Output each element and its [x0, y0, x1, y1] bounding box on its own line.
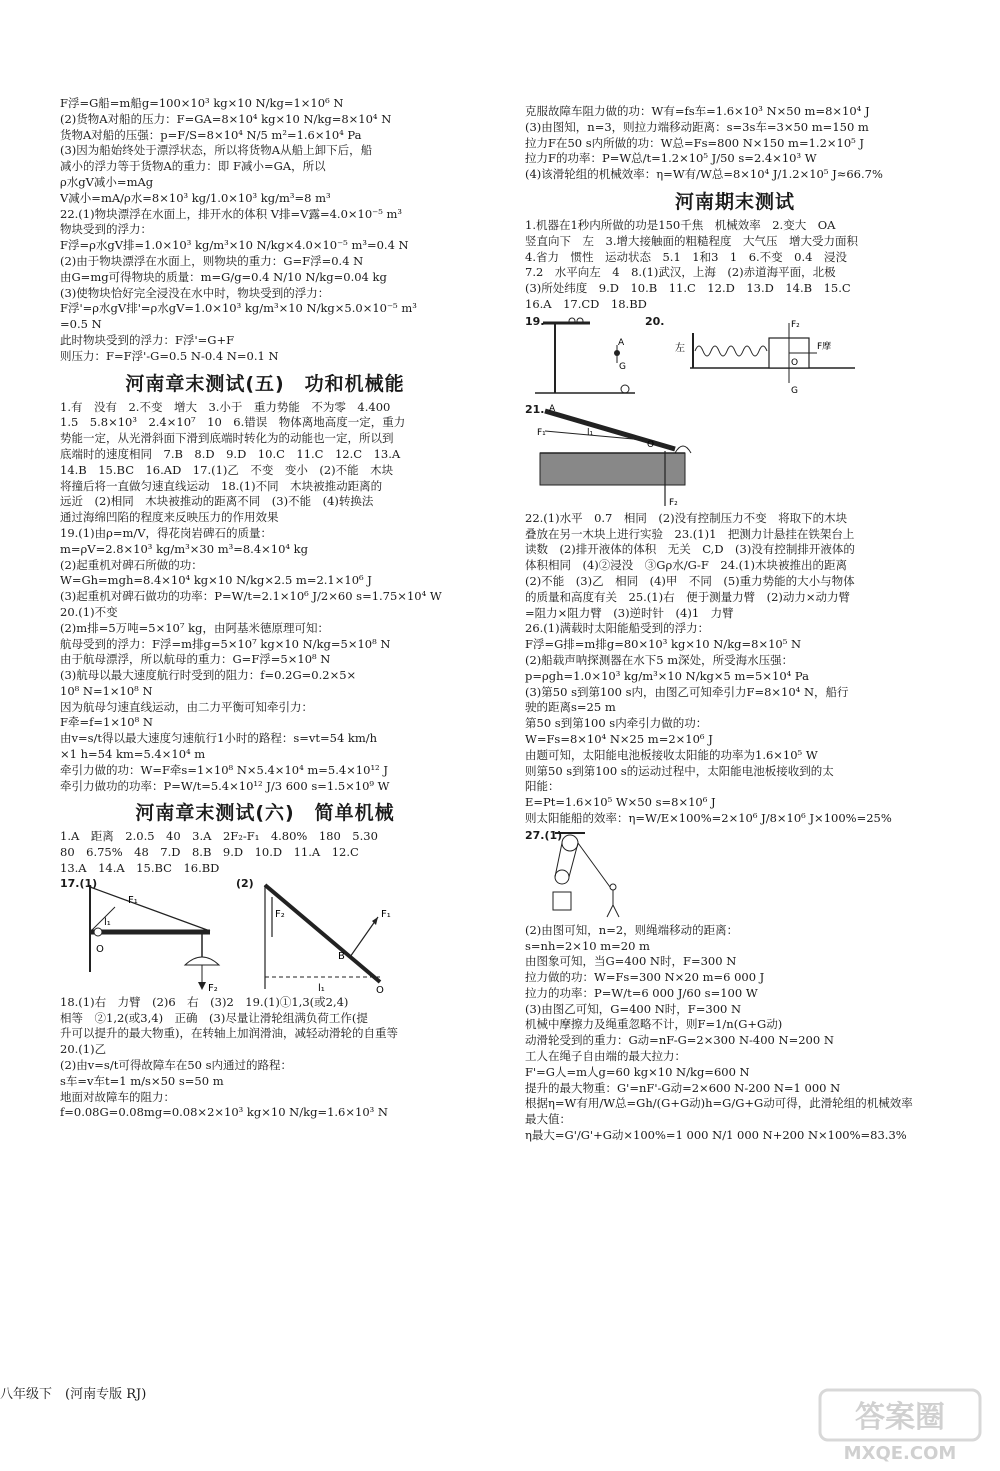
left-top-line: (3)使物块恰好完全浸没在水中时，物块受到的浮力： [60, 285, 330, 300]
final-b-line: 则太阳能船的效率：η=W/E×100%=2×10⁶ J/8×10⁶ J×100%=25% [525, 810, 892, 825]
final-b-line: 则第50 s到第100 s的运动过程中，太阳能电池板接收到的太 [525, 763, 834, 778]
final-line: 1.机器在1秒内所做的功是150千焦 机械效率 2.变大 OA [525, 217, 836, 232]
section-6-body [60, 829, 470, 876]
final-c-line: 由图象可知，当G=400 N时，F=300 N [525, 954, 737, 969]
left-top-line: F浮=ρ水gV排=1.0×10³ kg/m³×10 N/kg×4.0×10⁻⁵ m³=0.4 N [60, 238, 409, 253]
final-b-line: W=Fs=8×10⁴ N×25 m=2×10⁶ J [525, 731, 713, 746]
figure-21-drawing [525, 401, 945, 511]
left-top-line: 此时物块受到的浮力：F浮'=G+F [60, 332, 235, 347]
left-top-line: F浮=G船=m船g=100×10³ kg×10 N/kg=1×10⁶ N [60, 96, 344, 110]
sec6-after-line: 20.(1)乙 [60, 1042, 107, 1057]
svg-text:O: O [647, 439, 655, 450]
svg-text:F摩: F摩 [817, 341, 832, 352]
svg-text:F₁: F₁ [128, 894, 138, 906]
figure-27-drawing [525, 827, 945, 923]
sec5-line: 10⁸ N=1×10⁸ N [60, 683, 153, 698]
final-b-line: 22.(1)水平 0.7 相同 (2)没有控制压力不变 将取下的木块 [525, 510, 848, 525]
sec5-line: 牵引力做的功：W=F牵s=1×10⁸ N×5.4×10⁴ m=5.4×10¹² J [60, 762, 388, 777]
section-6-continued [60, 995, 470, 1121]
right-top-block [525, 104, 945, 183]
sec5-line: 底端时的速度相同 7.B 8.D 9.D 10.C 11.C 12.C 13.A [60, 446, 401, 461]
svg-text:A: A [618, 337, 625, 348]
figure-27-label: 27.(1) [525, 828, 563, 842]
svg-text:l₁: l₁ [104, 916, 111, 928]
final-b-line: p=ρgh=1.0×10³ kg/m³×10 N/kg×5 m=5×10⁴ Pa [525, 668, 809, 683]
sec5-line: m=ρV=2.8×10³ kg/m³×30 m³=8.4×10⁴ kg [60, 541, 309, 556]
sec5-line: W=Gh=mgh=8.4×10⁴ kg×10 N/kg×2.5 m=2.1×10⁶ J [60, 573, 372, 588]
svg-text:F₂: F₂ [791, 319, 800, 330]
final-line: 4.省力 惯性 运动状态 5.1 1和3 1 6.不变 0.4 浸没 [525, 249, 847, 264]
left-top-line: 由G=mg可得物块的质量：m=G/g=0.4 N/10 N/kg=0.04 kg [60, 269, 387, 284]
sec5-line: 将撞后将一直做匀速直线运动 18.(1)不同 木块被推动距离的 [60, 478, 383, 493]
sec6-after-line: 升可以提升的最大物重)，在转轴上加润滑油，减轻动滑轮的自重等 [60, 1026, 398, 1041]
final-b-line: F浮=G排=m排g=80×10³ kg×10 N/kg=8×10⁵ N [525, 637, 802, 652]
svg-text:G: G [791, 385, 798, 396]
final-c-line: 根据η=W有用/W总=Gh/(G+G动)h=G/G+G动可得，此滑轮组的机械效率 [525, 1096, 913, 1111]
svg-text:MXQE.COM: MXQE.COM [843, 1443, 957, 1464]
final-test-body-3 [525, 923, 945, 1144]
final-b-line: 阳能： [525, 779, 560, 794]
final-b-line: (2)不能 (3)乙 相同 (4)甲 不同 (5)重力势能的大小与物体 [525, 573, 855, 588]
left-top-block [60, 96, 470, 365]
figure-19-20 [525, 313, 945, 401]
final-b-line: =阻力×阻力臂 (3)逆时针 (4)1 力臂 [525, 605, 734, 620]
right-top-line: 拉力F在50 s内所做的功：W总=Fs=800 N×150 m=1.2×10⁵ J [525, 135, 865, 150]
svg-text:O: O [96, 943, 104, 955]
sec5-line: 1.5 5.8×10³ 2.4×10⁷ 10 6.错误 物体离地高度一定，重力 [60, 415, 406, 430]
final-line: 竖直向下 左 3.增大接触面的粗糙程度 大气压 增大受力面积 [525, 233, 858, 248]
final-c-line: s=nh=2×10 m=20 m [525, 938, 650, 953]
left-top-line: 物块受到的浮力： [60, 222, 152, 237]
svg-text:F₁: F₁ [537, 427, 546, 438]
figure-21-label: 21. [525, 402, 545, 416]
left-top-line: ρ水gV减小=mAg [60, 174, 154, 189]
final-b-line: (3)第50 s到第100 s内，由图乙可知牵引力F=8×10⁴ N，船行 [525, 684, 849, 699]
figure-17-2-label: (2) [236, 876, 254, 890]
left-top-line: (2)由于物块漂浮在水面上，则物块的重力：G=F浮=0.4 N [60, 253, 364, 268]
final-b-line: 26.(1)满载时太阳能船受到的浮力： [525, 621, 710, 636]
final-c-line: 动滑轮受到的重力：G动=nF-G=2×300 N-400 N=200 N [525, 1033, 834, 1048]
final-c-line: 最大值： [525, 1112, 571, 1127]
svg-text:答案圈: 答案圈 [855, 1400, 945, 1435]
right-column [525, 104, 945, 1144]
sec6-after-line: s车=v车t=1 m/s×50 s=50 m [60, 1073, 224, 1088]
sec5-line: (2)起重机对碑石所做的功： [60, 557, 203, 572]
final-line: (3)所处纬度 9.D 10.B 11.C 12.D 13.D 14.B 15.C [525, 281, 851, 296]
final-b-line: (2)船载声呐探测器在水下5 m深处，所受海水压强： [525, 652, 794, 667]
sec6-b-line: 1.A 距离 2.0.5 40 3.A 2F₂-F₁ 4.80% 180 5.30 [60, 829, 378, 844]
section-5-title: 河南章末测试(五) 功和机械能 [125, 372, 405, 395]
right-top-line: 拉力F的功率：P=W总/t=1.2×10⁵ J/50 s=2.4×10³ W [525, 151, 817, 166]
sec5-line: 牵引力做功的功率：P=W/t=5.4×10¹² J/3 600 s=1.5×10⁹ W [60, 778, 390, 793]
sec6-after-line: (2)由v=s/t可得故障车在50 s内通过的路程： [60, 1058, 293, 1073]
final-c-line: (3)由图乙可知，G=400 N时，F=300 N [525, 1001, 742, 1016]
svg-text:F₂: F₂ [208, 982, 218, 994]
svg-text:O: O [376, 984, 384, 995]
svg-text:A: A [549, 403, 556, 414]
left-top-line: 22.(1)物块漂浮在水面上，排开水的体积 V排=V露=4.0×10⁻⁵ m³ [60, 206, 403, 221]
left-top-line: =0.5 N [60, 317, 102, 332]
final-c-line: 工人在绳子自由端的最大拉力： [525, 1049, 686, 1064]
final-test-title: 河南期末测试 [674, 190, 795, 213]
figure-19-label: 19. [525, 314, 545, 328]
left-top-line: F浮'=ρ水gV排'=ρ水gV=1.0×10³ kg/m³×10 N/kg×5.0×10⁻⁵ m³ [60, 301, 417, 316]
figure-20-label: 20. [645, 314, 665, 328]
sec5-line: (2)m排=5万吨=5×10⁷ kg，由阿基米德原理可知： [60, 620, 329, 635]
final-b-line: E=Pt=1.6×10⁵ W×50 s=8×10⁶ J [525, 795, 716, 810]
left-top-line: V减小=mA/ρ水=8×10³ kg/1.0×10³ kg/m³=8 m³ [60, 190, 331, 205]
sec5-line: (3)起重机对碑石做功的功率：P=W/t=2.1×10⁶ J/2×60 s=1.75×10⁴ W [60, 589, 442, 604]
final-c-line: 拉力做的功：W=Fs=300 N×20 m=6 000 J [525, 970, 765, 985]
svg-text:O: O [791, 357, 799, 368]
sec6-after-line: 相等 ②1,2(或3,4) 正确 (3)尽量让滑轮组满负荷工作(提 [60, 1010, 368, 1025]
sec5-line: 航母受到的浮力：F浮=m排g=5×10⁷ kg×10 N/kg=5×10⁸ N [60, 636, 391, 651]
sec6-b-line: 80 6.75% 48 7.D 8.B 9.D 10.D 11.A 12.C [60, 845, 359, 860]
final-c-line: 拉力的功率：P=W/t=6 000 J/60 s=100 W [525, 985, 758, 1000]
right-top-line: (3)由图知，n=3，则拉力端移动距离：s=3s车=3×50 m=150 m [525, 119, 869, 134]
sec6-after-line: 地面对故障车的阻力： [60, 1089, 175, 1104]
final-b-line: 读数 (2)排开液体的体积 无关 C,D (3)没有控制排开液体的 [525, 542, 855, 557]
final-test-body [525, 218, 945, 313]
watermark-logo [812, 1385, 987, 1465]
final-c-line: 机械中摩擦力及绳重忽略不计，则F=1/n(G+G动) [525, 1017, 783, 1032]
sec6-after-line: f=0.08G=0.08mg=0.08×2×10³ kg×10 N/kg=1.6×10³ N [60, 1105, 388, 1120]
sec6-b-line: 13.A 14.A 15.BC 16.BD [60, 861, 220, 876]
left-top-line: (2)货物A对船的压力：F=GA=8×10⁴ kg×10 N/kg=8×10⁴ N [60, 111, 392, 126]
left-top-line: 货物A对船的压强：p=F/S=8×10⁴ N/5 m²=1.6×10⁴ Pa [60, 127, 362, 142]
sec5-line: 因为航母匀速直线运动，由二力平衡可知牵引力： [60, 699, 313, 714]
sec5-line: ×1 h=54 km=5.4×10⁴ m [60, 747, 206, 762]
final-c-line: 提升的最大物重：G'=nF'-G动=2×600 N-200 N=1 000 N [525, 1080, 841, 1095]
sec5-line: 势能一定，从光滑斜面下滑到底端时转化为的动能也一定，所以到 [60, 431, 394, 446]
right-top-line: (4)该滑轮组的机械效率：η=W有/W总=8×10⁴ J/1.2×10⁵ J≈66.7% [525, 167, 883, 182]
figure-17-drawing [60, 877, 470, 995]
final-b-line: 由题可知，太阳能电池板接收太阳能的功率为1.6×10⁵ W [525, 747, 818, 762]
final-test-body-2 [525, 511, 945, 827]
figure-27 [525, 827, 945, 923]
section-5-body [60, 400, 470, 795]
figure-21 [525, 401, 945, 511]
left-top-line: 减小的浮力等于货物A的重力：即 F减小=GA，所以 [60, 159, 326, 174]
figure-17-1-label: 17.(1) [60, 876, 98, 890]
sec5-line: 19.(1)由ρ=m/V，得花岗岩碑石的质量： [60, 525, 273, 540]
final-b-line: 体积相同 (4)②浸没 ③Gρ水/G-F 24.(1)木块被推出的距离 [525, 558, 847, 573]
svg-text:F₂: F₂ [275, 908, 285, 920]
final-line: 16.A 17.CD 18.BD [525, 296, 647, 311]
svg-text:l₁: l₁ [587, 427, 594, 438]
svg-text:左: 左 [675, 342, 685, 354]
final-b-line: 驶的距离s=25 m [525, 700, 616, 715]
sec5-line: (3)航母以最大速度航行时受到的阻力：f=0.2G=0.2×5× [60, 668, 357, 683]
sec6-after-line: 18.(1)右 力臂 (2)6 右 (3)2 19.(1)①1,3(或2,4) [60, 994, 349, 1009]
sec5-line: 14.B 15.BC 16.AD 17.(1)乙 不变 变小 (2)不能 木块 [60, 462, 394, 477]
sec5-line: F牵=f=1×10⁸ N [60, 715, 153, 730]
left-top-line: (3)因为船始终处于漂浮状态，所以将货物A从船上卸下后，船 [60, 143, 373, 158]
svg-text:G: G [619, 361, 626, 372]
left-top-line: 则压力：F=F浮'-G=0.5 N-0.4 N=0.1 N [60, 348, 279, 363]
final-c-line: (2)由图可知，n=2，则绳端移动的距离： [525, 922, 739, 937]
right-top-line: 克服故障车阻力做的功：W有=fs车=1.6×10³ N×50 m=8×10⁴ J [525, 104, 870, 118]
figure-17 [60, 877, 470, 995]
svg-text:F₂: F₂ [669, 497, 678, 508]
final-b-line: 第50 s到第100 s内牵引力做的功： [525, 716, 708, 731]
final-b-line: 的质量和高度有关 25.(1)右 便于测量力臂 (2)动力×动力臂 [525, 589, 851, 604]
sec5-line: 远近 (2)相同 木块被推动的距离不同 (3)不能 (4)转换法 [60, 494, 374, 509]
svg-text:l₁: l₁ [318, 982, 325, 994]
final-c-line: η最大=G'/G'+G动×100%=1 000 N/1 000 N+200 N×100%=83.3% [525, 1128, 907, 1143]
section-6-title: 河南章末测试(六) 简单机械 [135, 802, 395, 825]
final-line: 7.2 水平向左 4 8.(1)武汉，上海 (2)赤道海平面，北极 [525, 265, 836, 280]
svg-text:F₁: F₁ [381, 908, 391, 920]
final-c-line: F'=G人=m人g=60 kg×10 N/kg=600 N [525, 1064, 750, 1079]
sec5-line: 20.(1)不变 [60, 604, 118, 619]
sec5-line: 通过海绵凹陷的程度来反映压力的作用效果 [60, 510, 279, 525]
sec5-line: 由v=s/t得以最大速度匀速航行1小时的路程：s=vt=54 km/h [60, 731, 378, 746]
svg-text:B: B [338, 950, 345, 962]
final-b-line: 叠放在另一木块上进行实验 23.(1)1 把测力计悬挂在铁架台上 [525, 526, 855, 541]
page-footer: 八年级下 (河南专版 RJ) [0, 1387, 147, 1402]
sec5-line: 由于航母漂浮，所以航母的重力：G=F浮=5×10⁸ N [60, 652, 331, 667]
figure-19-20-drawing [525, 313, 945, 401]
sec5-line: 1.有 没有 2.不变 增大 3.小于 重力势能 不为零 4.400 [60, 399, 391, 414]
left-column [60, 96, 470, 1121]
